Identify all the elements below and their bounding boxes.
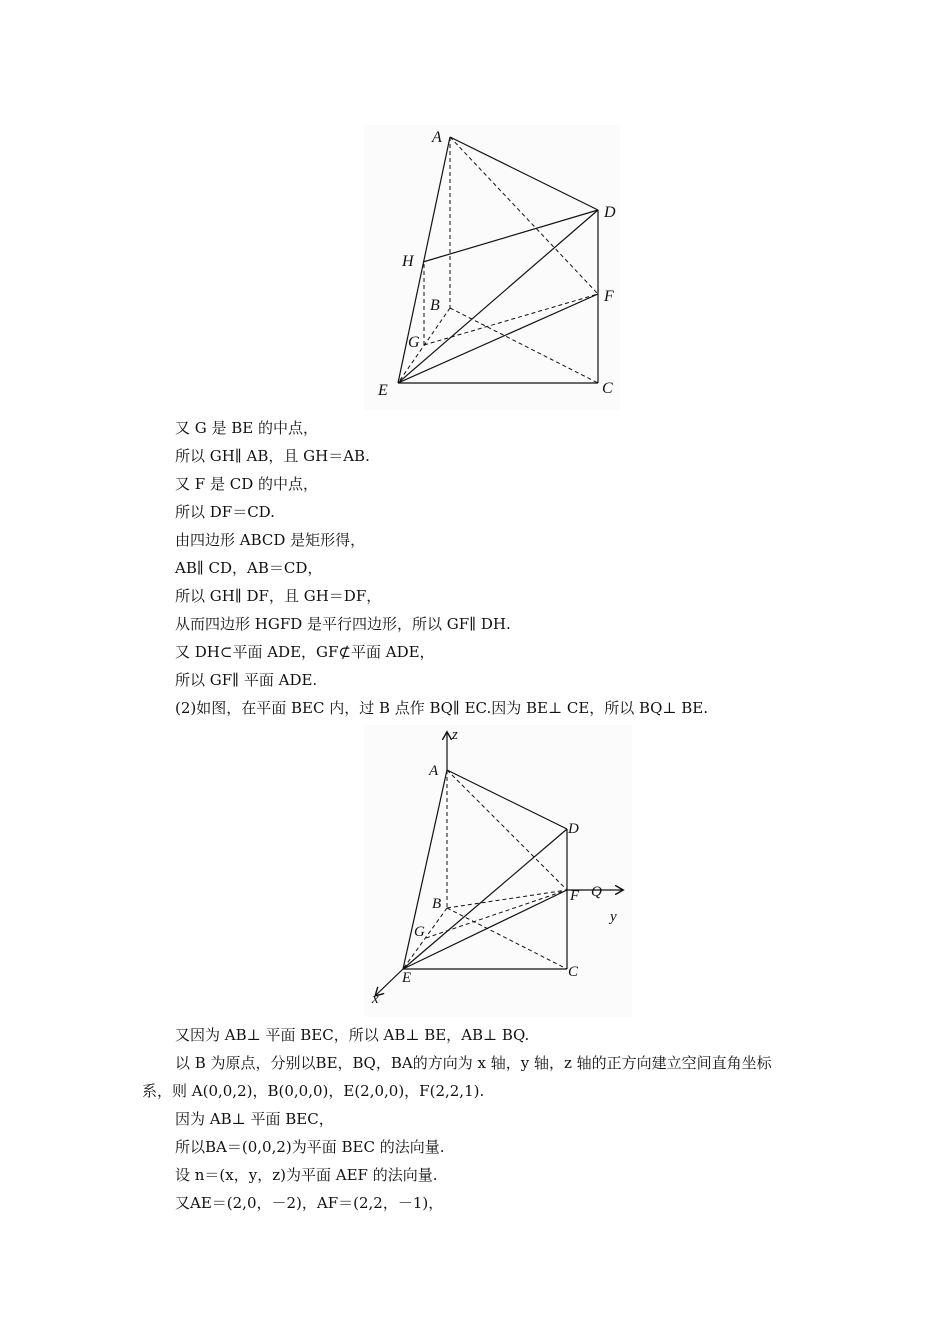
text-line-16: 所以BA＝(0,0,2)为平面 BEC 的法向量.: [175, 1138, 445, 1156]
fig2-axis-z: z: [452, 727, 458, 743]
figure-2-coordinate-solid: [364, 725, 632, 1017]
fig2-label-b: B: [432, 896, 442, 912]
text-line-5: 由四边形 ABCD 是矩形得，: [175, 531, 366, 549]
figure-1-diagram: [364, 125, 620, 410]
figure-2-diagram: [364, 725, 632, 1017]
fig1-label-h: H: [402, 253, 414, 270]
fig2-axis-y: y: [610, 909, 617, 925]
fig2-label-q: Q: [591, 884, 602, 900]
fig1-label-a: A: [432, 129, 442, 146]
text-line-12: 又因为 AB⊥ 平面 BEC，所以 AB⊥ BE，AB⊥ BQ.: [175, 1026, 530, 1044]
text-line-6: AB∥ CD，AB＝CD，: [175, 559, 323, 577]
text-line-3: 又 F 是 CD 的中点，: [175, 475, 318, 493]
fig1-label-b: B: [430, 297, 440, 314]
fig2-label-d: D: [568, 821, 579, 837]
text-line-7: 所以 GH∥ DF，且 GH＝DF，: [175, 587, 382, 605]
text-line-8: 从而四边形 HGFD 是平行四边形，所以 GF∥ DH.: [175, 615, 511, 633]
fig1-label-d: D: [604, 204, 616, 221]
text-line-11: (2)如图，在平面 BEC 内，过 B 点作 BQ∥ EC.因为 BE⊥ CE，所以 BQ⊥ BE.: [175, 699, 708, 717]
fig2-label-a: A: [429, 763, 439, 779]
fig2-axis-x: x: [372, 991, 379, 1007]
text-line-13: 以 B 为原点，分别以BE，BQ，BA的方向为 x 轴，y 轴，z 轴的正方向建立空间直角坐标: [175, 1054, 772, 1072]
text-line-2: 所以 GH∥ AB，且 GH＝AB.: [175, 447, 370, 465]
fig2-label-g: G: [414, 924, 425, 940]
fig2-label-e: E: [402, 970, 412, 986]
text-line-14: 系，则 A(0,0,2)，B(0,0,0)，E(2,0,0)，F(2,2,1).: [142, 1082, 485, 1100]
figure-1-solid: [364, 125, 620, 410]
fig1-label-g: G: [408, 334, 420, 351]
text-line-15: 因为 AB⊥ 平面 BEC，: [175, 1110, 334, 1128]
fig2-label-c: C: [568, 964, 579, 980]
fig2-label-f: F: [570, 888, 580, 904]
text-line-4: 所以 DF＝CD.: [175, 503, 275, 521]
fig1-label-e: E: [378, 382, 388, 399]
fig1-label-f: F: [604, 288, 614, 305]
fig1-label-c: C: [602, 380, 613, 397]
text-line-9: 又 DH⊂平面 ADE，GF⊄平面 ADE，: [175, 643, 435, 661]
text-line-17: 设 n＝(x，y，z)为平面 AEF 的法向量.: [175, 1166, 438, 1184]
text-line-10: 所以 GF∥ 平面 ADE.: [175, 671, 318, 689]
text-line-18: 又AE＝(2,0，－2)，AF＝(2,2，－1)，: [175, 1194, 444, 1212]
text-line-1: 又 G 是 BE 的中点，: [175, 419, 319, 437]
